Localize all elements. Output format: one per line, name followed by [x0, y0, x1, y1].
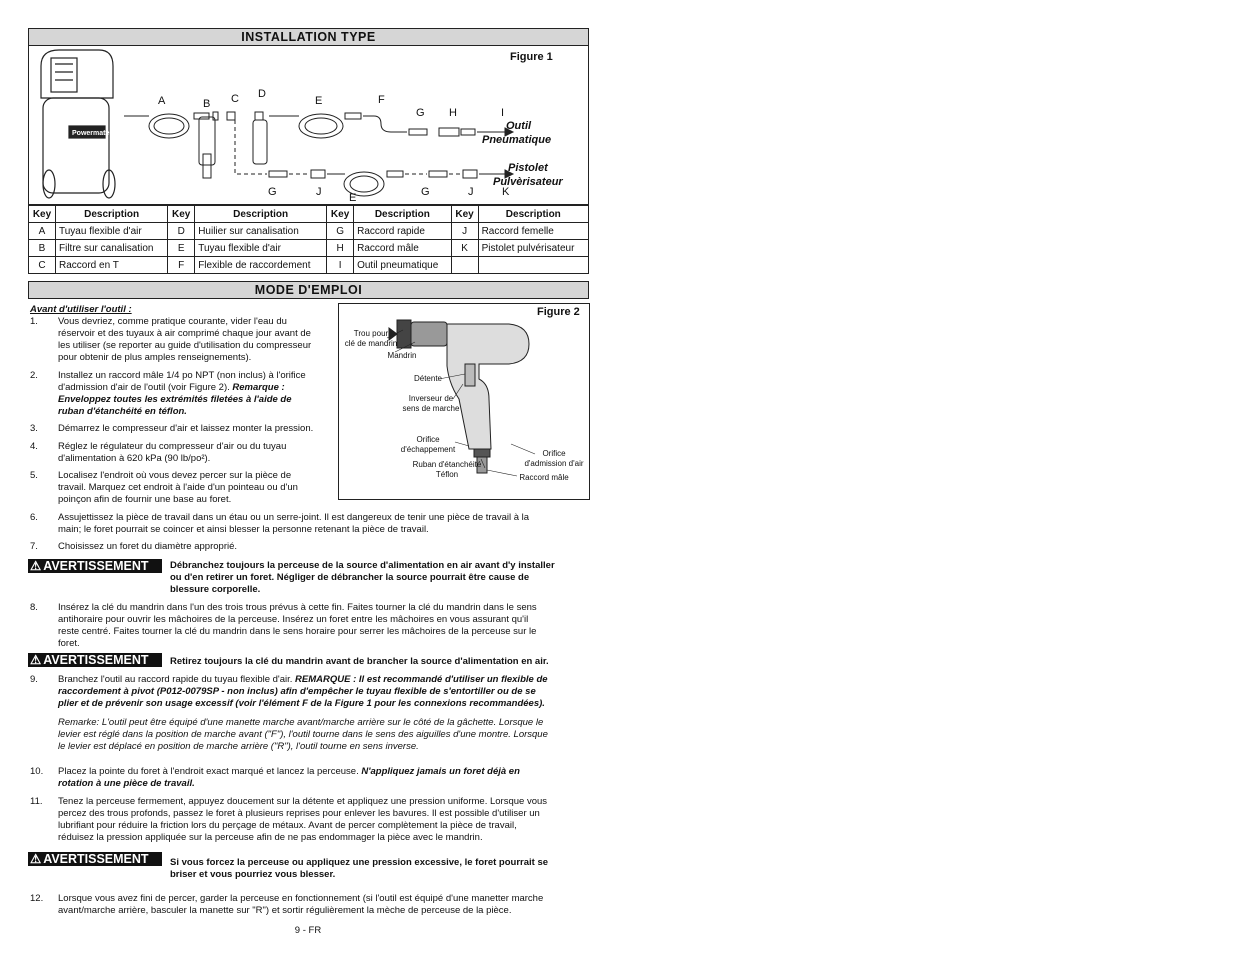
label-mandrin: Mandrin [387, 351, 417, 360]
warning-label: AVERTISSEMENT [43, 852, 149, 866]
text-line: réservoir et des tuyaux à air comprimé chaque jour avant de [58, 328, 311, 339]
item-number: 3. [30, 423, 38, 434]
item-text [58, 316, 311, 364]
text-line: pour obtenir de plus amples renseignements). [58, 352, 252, 363]
table-row [29, 257, 589, 274]
label-orifice-admission [521, 449, 587, 469]
warning-text [170, 857, 585, 881]
fig2-text: Ruban d'étanchéité [412, 460, 482, 469]
key-table [28, 205, 589, 274]
fig2-text: d'échappement [400, 445, 456, 454]
warning-icon: ⚠ [30, 559, 42, 573]
list-item [30, 370, 335, 420]
label-e-bottom: E [349, 192, 357, 204]
header-description: Description [195, 206, 327, 223]
table-row [29, 240, 589, 257]
table-cell: Raccord femelle [478, 223, 588, 240]
text-line: raccordement à pivot (P012-0079SP - non inclus) afin d'empêcher le tuyau flexible de s'entortiller ou de se [58, 686, 536, 697]
label-h: H [449, 107, 457, 119]
item-number: 11. [30, 796, 43, 807]
item-number: 2. [30, 370, 38, 381]
item-text [58, 470, 298, 506]
item-number: 5. [30, 470, 38, 481]
list-item [30, 470, 335, 508]
text-line: Choisissez un foret du diamètre approprié. [58, 541, 238, 552]
text-line: poinçon afin de fournir une base au foret. [58, 494, 232, 505]
header-description: Description [354, 206, 451, 223]
label-j-bottom-2: J [468, 186, 474, 198]
text-line: d'alimentation à 620 kPa (90 lb/po²). [58, 453, 211, 464]
text-line: Localisez l'endroit où vous devez percer sur la pièce de [58, 470, 292, 481]
table-cell: Outil pneumatique [354, 257, 451, 274]
list-item [30, 541, 590, 554]
label-inverseur [397, 394, 465, 414]
installation-title: INSTALLATION TYPE [28, 28, 589, 46]
text-line: antihoraire pour ouvrir les mâchoires de la perceuse. Insérez un foret entre les mâchoires en vous assurant qu'il [58, 614, 529, 625]
svg-text:Powermate: Powermate [72, 130, 110, 137]
table-cell: E [168, 240, 195, 257]
figure-2 [338, 303, 590, 500]
item-text [58, 370, 306, 418]
header-description: Description [56, 206, 168, 223]
label-k: K [502, 186, 510, 198]
item-text [58, 796, 547, 844]
list-item [30, 602, 590, 652]
item-number: 7. [30, 541, 38, 552]
figure-2-label: Figure 2 [537, 306, 580, 318]
fig2-text: Orifice [416, 435, 440, 444]
text-line: Assujettissez la pièce de travail dans un étau ou un serre-joint. Il est dangereux de tenir une pièce de travail à la [58, 512, 530, 523]
label-trou [343, 329, 399, 349]
text-line: plier et de prévenir son usage excessif (voir l'élément F de la Figure 1 pour les connexions recommandées). [58, 698, 545, 709]
text-line: Tenez la perceuse fermement, appuyez doucement sur la détente et appliquez une pression uniforme. Lorsque vous [58, 796, 548, 807]
text-line: lubrifiant pour réduire la friction lors du perçage de métaux. Avant de percer complètement la pièce de travail, [58, 820, 517, 831]
fig2-text: Orifice [542, 449, 566, 458]
item-text [58, 893, 543, 917]
key-table-header [29, 206, 589, 223]
label-detente: Détente [413, 374, 443, 383]
text-line: Débranchez toujours la perceuse de la source d'alimentation en air avant d'y installer [170, 560, 555, 571]
text-line: blessure corporelle. [170, 584, 261, 595]
list-item [30, 512, 590, 538]
item-number: 12. [30, 893, 44, 904]
table-cell: G [327, 223, 354, 240]
remark-label: Remarque : [232, 382, 285, 393]
text-line: Installez un raccord mâle 1/4 po NPT (non inclus) à l'orifice [58, 370, 306, 381]
page-number: 9 - FR [294, 925, 322, 936]
header-description: Description [478, 206, 588, 223]
label-ruban [407, 460, 487, 480]
label-b: B [203, 98, 211, 110]
figure-1-label: Figure 1 [510, 51, 553, 63]
emphasis-text: N'appliquez jamais un foret déjà en [361, 766, 520, 777]
figure-1 [28, 46, 589, 205]
list-item [30, 674, 590, 712]
text-span: Branchez l'outil au raccord rapide du tuyau flexible d'air. [58, 674, 296, 685]
text-line: briser et vous pourriez vous blesser. [170, 869, 336, 880]
text-line: levier est réglé dans la position de marche avant ("F"), l'outil tourne dans le sens des aiguilles d'une montre. Lorsque [58, 729, 548, 740]
text-line: avant/marche arrière, basculer la manette sur "R") et sortir régulièrement la mèche de perceuse de la pièce. [58, 905, 512, 916]
pistolet-label-2: Pulvèrisateur [493, 176, 563, 188]
fig2-text: d'admission d'air [524, 459, 584, 468]
header-key: Key [327, 206, 354, 223]
text-line: Réglez le régulateur du compresseur d'air ou du tuyau [58, 441, 287, 452]
table-cell: D [168, 223, 195, 240]
text-line: Lorsque vous avez fini de percer, garder la perceuse en fonctionnement (si l'outil est équipé d'une manetter marche [58, 893, 544, 904]
installation-section [28, 28, 589, 299]
pistolet-label-1: Pistolet [508, 162, 548, 174]
text-line [58, 766, 520, 778]
text-line: ruban d'étanchéité en téflon. [58, 406, 187, 417]
warning-badge [28, 559, 162, 573]
remark-paragraph [58, 717, 590, 755]
fig2-text: Trou pour [353, 329, 389, 338]
item-number: 1. [30, 316, 38, 327]
before-use-subtitle: Avant d'utiliser l'outil : [30, 304, 132, 315]
item-text [58, 423, 313, 435]
table-cell: Raccord rapide [354, 223, 451, 240]
text-line: Vous devriez, comme pratique courante, vider l'eau du [58, 316, 287, 327]
label-c: C [231, 93, 239, 105]
table-cell: J [451, 223, 478, 240]
text-line: rotation à une pièce de travail. [58, 778, 195, 789]
item-text [58, 674, 548, 710]
table-cell [478, 257, 588, 274]
text-line: foret. [58, 638, 80, 649]
item-number: 8. [30, 602, 38, 613]
item-text [58, 512, 529, 536]
text-line: reste centré. Faites tourner la clé du mandrin dans le sens horaire pour serrer les mâchoires de la perceuse sur le [58, 626, 537, 637]
item-text [58, 602, 537, 650]
table-cell: Pistolet pulvérisateur [478, 240, 588, 257]
warning-label: AVERTISSEMENT [43, 559, 149, 573]
text-line [58, 382, 306, 394]
table-cell: Flexible de raccordement [195, 257, 327, 274]
item-number: 4. [30, 441, 38, 452]
label-i: I [501, 107, 505, 119]
text-line: Remarke: L'outil peut être équipé d'une manette marche avant/marche arrière sur le côté de la gâchette. Lorsque le [58, 717, 544, 728]
table-cell: Huilier sur canalisation [195, 223, 327, 240]
text-line: ou d'en retirer un foret. Négliger de débrancher la source pourrait être cause de [170, 572, 530, 583]
warning-icon: ⚠ [30, 653, 42, 667]
list-item [30, 766, 590, 792]
label-a: A [158, 95, 166, 107]
table-cell: C [29, 257, 56, 274]
item-text [58, 766, 520, 790]
text-line: réduisez la pression appliquée sur la perceuse afin de ne pas endommager la pièce avec le mandrin. [58, 832, 483, 843]
text-line: le levier est déplacé en position de marche arrière ("R"), l'outil tourne en sens inverse. [58, 741, 419, 752]
fig2-text: clé de mandrin [344, 339, 398, 348]
list-item [30, 441, 335, 467]
item-number: 9. [30, 674, 38, 685]
table-row [29, 223, 589, 240]
text-line: percez des trous profonds, passez le foret à plusieurs reprises pour enlever les bavures. Il est possible d'utiliser un [58, 808, 540, 819]
table-cell: Tuyau flexible d'air [56, 223, 168, 240]
table-cell: Raccord en T [56, 257, 168, 274]
warning-badge [28, 653, 162, 667]
label-raccord-male: Raccord mâle [519, 473, 569, 482]
text-line: les utiliser (se reporter au guide d'utilisation du compresseur [58, 340, 312, 351]
warning-label: AVERTISSEMENT [43, 653, 149, 667]
mode-emploi-title: MODE D'EMPLOI [28, 281, 589, 299]
label-j-bottom: J [316, 186, 322, 198]
label-e: E [315, 95, 323, 107]
table-cell: Tuyau flexible d'air [195, 240, 327, 257]
text-line [58, 674, 548, 686]
label-g-bottom: G [268, 186, 277, 198]
text-line: main; le foret pourrait se coincer et ainsi blesser la personne retenant la pièce de travail. [58, 524, 429, 535]
text-line: Insérez la clé du mandrin dans l'un des trois trous prévus à cette fin. Faites tourner la clé du mandrin dans le sens [58, 602, 537, 613]
table-cell: I [327, 257, 354, 274]
text-line: Démarrez le compresseur d'air et laissez monter la pression. [58, 423, 314, 434]
header-key: Key [29, 206, 56, 223]
outil-label-1: Outil [506, 120, 532, 132]
list-item [30, 316, 335, 366]
table-cell: H [327, 240, 354, 257]
fig2-text: sens de marche [402, 404, 460, 413]
label-g-bottom-2: G [421, 186, 430, 198]
table-cell: F [168, 257, 195, 274]
text-line: Enveloppez toutes les extrémités filetées à l'aide de [58, 394, 292, 405]
remark-text: REMARQUE : Il est recommandé d'utiliser un flexible de [295, 674, 548, 685]
text-line: travail. Marquez cet endroit à l'aide d'un pointeau ou d'un [58, 482, 298, 493]
item-text [58, 541, 237, 553]
text-span: d'admission d'air de l'outil (voir Figure 2). [58, 382, 233, 393]
text-span: Placez la pointe du foret à l'endroit exact marqué et lancez la perceuse. [58, 766, 362, 777]
list-item [30, 893, 590, 919]
table-cell [451, 257, 478, 274]
label-orifice-echappement [397, 435, 459, 455]
label-f: F [378, 94, 385, 106]
text-line: Si vous forcez la perceuse ou appliquez une pression excessive, le foret pourrait se [170, 857, 549, 868]
table-cell: Raccord mâle [354, 240, 451, 257]
warning-text [170, 560, 585, 596]
warning-icon: ⚠ [30, 852, 42, 866]
item-number: 6. [30, 512, 38, 523]
table-cell: B [29, 240, 56, 257]
outil-label-2: Pneumatique [482, 134, 552, 146]
item-text [58, 441, 286, 465]
table-cell: A [29, 223, 56, 240]
header-key: Key [451, 206, 478, 223]
fig2-text: Téflon [435, 470, 459, 479]
header-key: Key [168, 206, 195, 223]
label-d: D [258, 88, 266, 100]
text-line: Retirez toujours la clé du mandrin avant de brancher la source d'alimentation en air. [170, 656, 549, 667]
list-item [30, 423, 335, 436]
fig2-text: Inverseur de [408, 394, 454, 403]
label-g: G [416, 107, 425, 119]
warning-text [170, 656, 585, 668]
table-cell: Filtre sur canalisation [56, 240, 168, 257]
item-number: 10. [30, 766, 44, 777]
table-cell: K [451, 240, 478, 257]
list-item [30, 796, 590, 846]
warning-badge [28, 852, 162, 866]
